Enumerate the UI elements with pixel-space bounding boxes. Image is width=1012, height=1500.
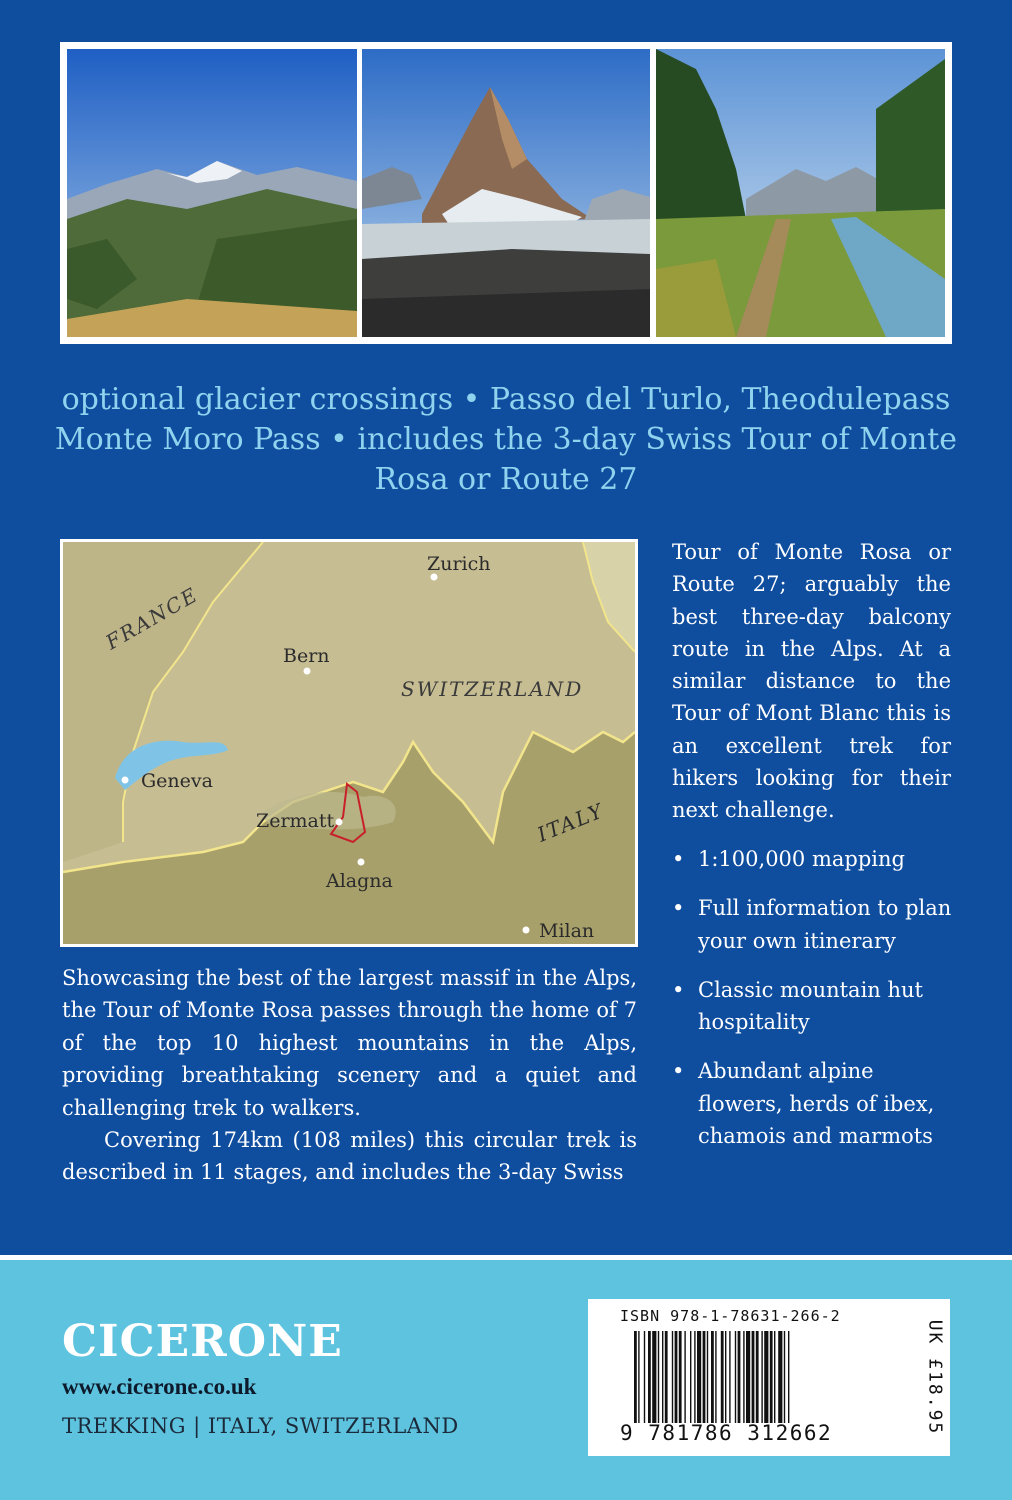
alagna-label: Alagna bbox=[326, 870, 393, 892]
barcode-bar bbox=[644, 1331, 645, 1423]
barcode-bar bbox=[784, 1331, 785, 1423]
tagline-line: Rosa or Route 27 bbox=[374, 462, 638, 497]
price-text: UK £18.95 bbox=[924, 1319, 946, 1436]
barcode-bar bbox=[679, 1331, 682, 1423]
barcode-bar bbox=[752, 1331, 755, 1423]
zermatt-label: Zermatt bbox=[256, 810, 335, 832]
barcode-icon bbox=[634, 1331, 860, 1423]
barcode-bar bbox=[672, 1331, 673, 1423]
feature-item: • Classic mountain hut hospitality bbox=[672, 974, 962, 1039]
barcode-bar bbox=[711, 1331, 714, 1423]
feature-list bbox=[672, 843, 962, 1169]
barcode-bar bbox=[690, 1331, 691, 1423]
barcode-bar bbox=[665, 1331, 668, 1423]
bern-dot bbox=[304, 668, 311, 675]
barcode-bar bbox=[707, 1331, 708, 1423]
france-label: FRANCE bbox=[101, 582, 203, 655]
barcode-bar bbox=[735, 1331, 736, 1423]
zurich-label: Zurich bbox=[427, 553, 491, 575]
photo-strip bbox=[60, 42, 952, 344]
publisher-url: www.cicerone.co.uk bbox=[62, 1374, 257, 1399]
barcode-bar bbox=[721, 1331, 724, 1423]
bern-label: Bern bbox=[283, 645, 330, 667]
isbn-label: ISBN 978-1-78631-266-2 bbox=[620, 1307, 841, 1325]
barcode-bar bbox=[684, 1331, 685, 1423]
barcode-bar bbox=[743, 1331, 744, 1423]
switzerland-label: SWITZERLAND bbox=[401, 677, 584, 701]
price-label bbox=[922, 1311, 948, 1451]
feature-item: • Full information to plan your own itinerary bbox=[672, 892, 962, 957]
photo-matterhorn bbox=[362, 49, 650, 337]
body-paragraph: Covering 174km (108 miles) this circular trek is described in 11 stages, and includes the 3-day Swiss bbox=[62, 1128, 637, 1185]
barcode-bar bbox=[703, 1331, 706, 1423]
tagline-line: optional glacier crossings • Passo del Turlo, Theodulepass bbox=[61, 382, 951, 417]
category-label: TREKKING | ITALY, SWITZERLAND bbox=[62, 1414, 459, 1438]
barcode-bar bbox=[697, 1331, 701, 1423]
body-text bbox=[62, 962, 637, 1189]
barcode-bar bbox=[715, 1331, 716, 1423]
body-paragraph: Showcasing the best of the largest massif in the Alps, the Tour of Monte Rosa passes through the home of 7 of the top 10 highest mountains in the Alps, providing breathtaking scenery and a quiet and challenging trek to walkers. bbox=[62, 966, 637, 1120]
barcode-bar bbox=[729, 1331, 730, 1423]
tagline bbox=[50, 380, 962, 500]
photo-valley bbox=[67, 49, 357, 337]
barcode-bar bbox=[634, 1331, 637, 1423]
alagna-dot bbox=[358, 859, 365, 866]
tagline-line: Monte Moro Pass • includes the 3-day Swiss Tour of Monte bbox=[54, 422, 958, 457]
barcode-bar bbox=[746, 1331, 750, 1423]
barcode-bar bbox=[648, 1331, 651, 1423]
barcode-panel bbox=[588, 1299, 950, 1456]
barcode-bar bbox=[662, 1331, 663, 1423]
milan-dot bbox=[523, 927, 530, 934]
barcode-bar bbox=[788, 1331, 789, 1423]
feature-item: • 1:100,000 mapping bbox=[672, 843, 962, 875]
barcode-bar bbox=[761, 1331, 762, 1423]
barcode-bar bbox=[675, 1331, 678, 1423]
barcode-bar bbox=[638, 1331, 639, 1423]
side-description: Tour of Monte Rosa or Route 27; arguably the best three-day balcony route in the Alps. At a similar distance to the Tour of Mont Blanc this is an excellent trek for hikers looking for their next challenge. bbox=[672, 540, 951, 823]
geneva-label: Geneva bbox=[141, 770, 213, 792]
publisher-logo: CICERONE bbox=[62, 1316, 343, 1367]
barcode-digits: 9 781786 312662 bbox=[620, 1421, 833, 1445]
feature-item: • Abundant alpine flowers, herds of ibex, chamois and marmots bbox=[672, 1055, 962, 1152]
geneva-dot bbox=[122, 777, 129, 784]
barcode-bar bbox=[738, 1331, 741, 1423]
barcode-bar bbox=[658, 1331, 659, 1423]
photo-meadow-trail bbox=[656, 49, 945, 337]
route-map bbox=[60, 539, 638, 947]
barcode-bar bbox=[725, 1331, 726, 1423]
barcode-bar bbox=[770, 1331, 773, 1423]
italy-label: ITALY bbox=[533, 798, 608, 847]
barcode-bar bbox=[694, 1331, 695, 1423]
zermatt-dot bbox=[336, 819, 343, 826]
barcode-bar bbox=[774, 1331, 775, 1423]
barcode-bar bbox=[778, 1331, 782, 1423]
barcode-bar bbox=[756, 1331, 759, 1423]
barcode-bar bbox=[764, 1331, 768, 1423]
milan-label: Milan bbox=[539, 920, 595, 942]
barcode-bar bbox=[652, 1331, 656, 1423]
